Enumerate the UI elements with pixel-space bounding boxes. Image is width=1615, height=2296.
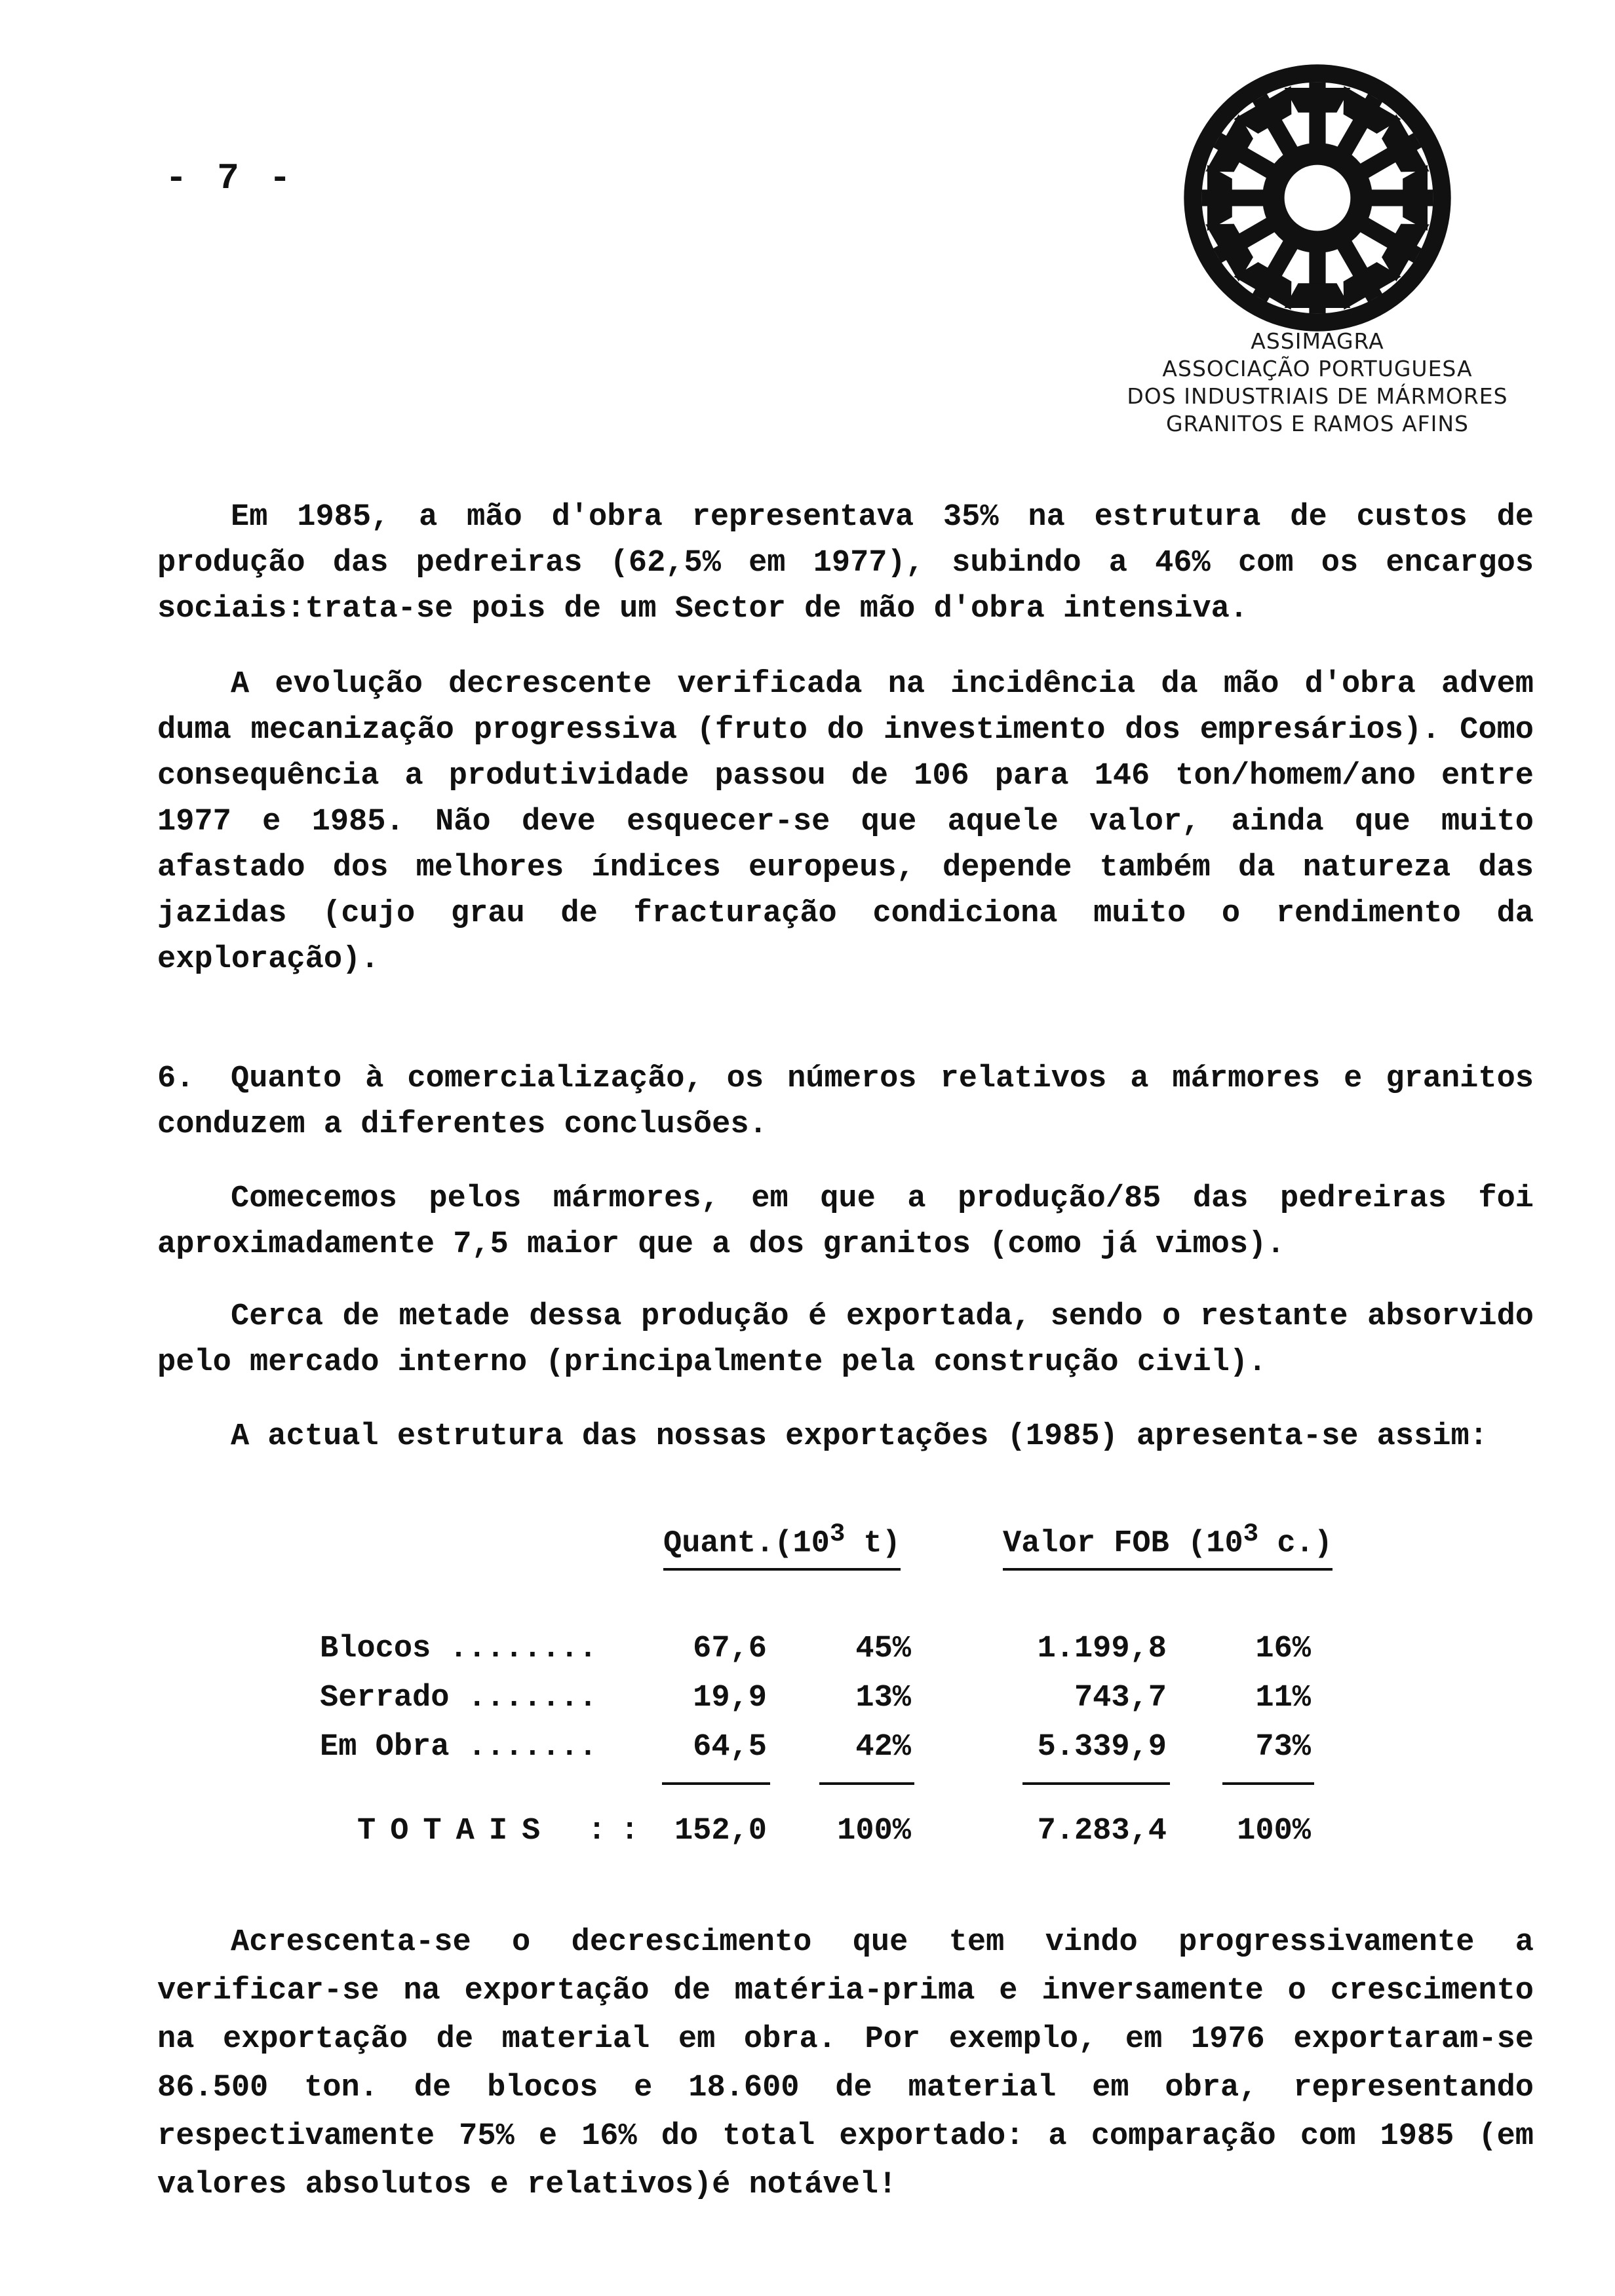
section-6 [157, 1056, 1534, 1148]
row-value: 1.199,8 [1037, 1632, 1167, 1666]
table-row [0, 1632, 1615, 1677]
paragraph-marbles: Comecemos pelos mármores, em que a produção/85 das pedreiras foi aproximadamente 7,5 maior que a dos granitos (como já vimos). [157, 1181, 1534, 1262]
page-number: - 7 - [165, 157, 296, 199]
totals-quantity: 152,0 [674, 1814, 767, 1848]
section-6-text: Quanto à comercialização, os números relativos a mármores e granitos conduzem a diferentes conclusões. [157, 1062, 1534, 1142]
row-value-percent: 73% [1255, 1730, 1311, 1765]
column-header-quantity: $Quant.(10^3$ t) [663, 1519, 901, 1571]
paragraph-export-trend: Acrescenta-se o decrescimento que tem vindo progressivamente a verificar-se na exportação de matéria-prima e inversamente o crescimento na exportação de material em obra. Por exemplo, em 1976 exportaram-se 86.500 ton. de blocos e 18.600 de material em obra, representando respectivamente 75% e 16% do total exportado: a comparação com 1985 (em valores absolutos e relativos)é notável! [157, 1925, 1534, 2202]
row-value: 5.339,9 [1037, 1730, 1167, 1765]
paragraph-export-share: Cerca de metade dessa produção é exportada, sendo o restante absorvido pelo mercado interno (principalmente pela construção civil). [157, 1299, 1534, 1380]
row-quantity-percent: 42% [855, 1730, 911, 1765]
row-quantity: 67,6 [693, 1632, 767, 1666]
paragraph-productivity: A evolução decrescente verificada na incidência da mão d'obra advem duma mecanização progressiva (fruto do investimento dos empresários). Como consequência a produtividade passou de 106 para 146 ton/homem/ano entre 1977 e 1985. Não deve esquecer-se que aquele valor, ainda que muito afastado dos melhores índices europeus, depende também da natureza das jazidas (cujo grau de fracturação condiciona muito o rendimento da exploração). [157, 667, 1534, 977]
row-label: Serrado ....... [320, 1681, 598, 1715]
table-row [0, 1681, 1615, 1727]
total-rule-value [1022, 1782, 1170, 1785]
org-line-4: GRANITOS E RAMOS AFINS [1165, 411, 1469, 436]
section-number: 6. [157, 1062, 195, 1096]
row-label: Blocos ........ [320, 1632, 598, 1666]
row-quantity-percent: 45% [855, 1632, 911, 1666]
org-line-1: ASSIMAGRA [1251, 328, 1384, 354]
organization-name [1075, 328, 1560, 438]
row-label: Em Obra ....... [320, 1730, 598, 1765]
org-line-3: DOS INDUSTRIAIS DE MÁRMORES [1127, 383, 1508, 409]
total-rule-quantity [662, 1782, 770, 1785]
row-quantity: 64,5 [693, 1730, 767, 1765]
column-header-fob-value: Valor FOB ($10^3$ c.) [1003, 1519, 1333, 1571]
total-rule-value-percent [1222, 1782, 1314, 1785]
row-quantity-percent: 13% [855, 1681, 911, 1715]
totals-value-percent: 100% [1237, 1814, 1311, 1848]
totals-value: 7.283,4 [1037, 1814, 1167, 1848]
totals-label: TOTAIS :: [357, 1814, 653, 1848]
assimagra-logo [1180, 60, 1455, 335]
row-quantity: 19,9 [693, 1681, 767, 1715]
table-row [0, 1730, 1615, 1776]
paragraph-labour-cost: Em 1985, a mão d'obra representava 35% na estrutura de custos de produção das pedreiras (62,5% em 1977), subindo a 46% com os encargos sociais:trata-se pois de um Sector de mão d'obra intensiva. [157, 500, 1534, 626]
total-rule-quantity-percent [819, 1782, 914, 1785]
totals-quantity-percent: 100% [837, 1814, 911, 1848]
paragraph-export-structure: A actual estrutura das nossas exportações (1985) apresenta-se assim: [231, 1419, 1488, 1454]
row-value: 743,7 [1074, 1681, 1167, 1715]
org-line-2: ASSOCIAÇÃO PORTUGUESA [1162, 356, 1473, 381]
row-value-percent: 16% [1255, 1632, 1311, 1666]
row-value-percent: 11% [1255, 1681, 1311, 1715]
table-totals-row [0, 1814, 1615, 1860]
